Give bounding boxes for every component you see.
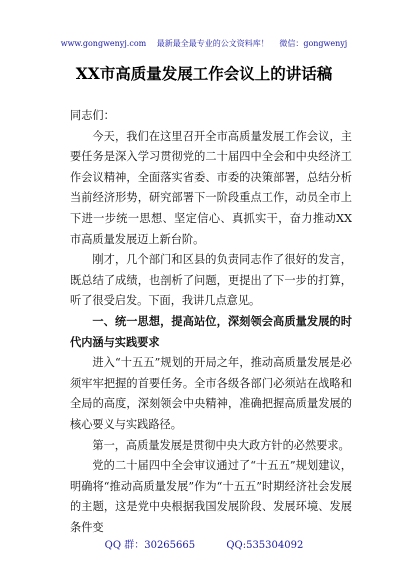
footer-qq-group: QQ 群：30265665 [104,540,196,551]
paragraph-point-1-detail: 党的二十届四中全会审议通过了“十五五”规划建议，明确将“推动高质量发展”作为“十五五”时期经济社会发展的主题，这是党中央根据我国发展阶段、发展环境、发展条件变 [70,459,352,534]
salutation: 同志们： [70,109,115,122]
paragraph-point-1: 第一，高质量发展是贯彻中央大政方针的必然要求。 [92,438,350,452]
header-slogan: 最新最全最专业的公文资料库！ [156,39,269,48]
header-website[interactable]: www.gongwenyj.com [60,39,147,48]
document-body [70,106,352,538]
document-title: XX市高质量发展工作会议上的讲话稿 [75,64,333,83]
paragraph-intro: 今天，我们在这里召开全市高质量发展工作会议，主要任务是深入学习贯彻党的二十届四中全会和中央经济工作会议精神，全面落实省委、市委的决策部署，总结分析当前经济形势，研究部署下一阶段重点工作，动员全市上下进一步统一思想、坚定信心、真抓实干，奋力推动XX市高质量发展迈上新台阶。 [70,129,352,246]
footer-qq: QQ:535304092 [226,540,304,551]
paragraph-transition: 刚才，几个部门和区县的负责同志作了很好的发言，既总结了成绩，也剖析了问题，更提出了下一步的打算，听了很受启发。下面，我讲几点意见。 [70,253,352,308]
page-footer [0,536,408,551]
page-header [0,38,408,49]
paragraph-section-1: 进入“十五五”规划的开局之年，推动高质量发展是必须牢牢把握的首要任务。全市各级各部门必须站在战略和全局的高度，深刻领会中央精神，准确把握高质量发展的核心要义与实践路径。 [70,356,352,431]
header-wechat: 微信：gongwenyj [279,39,348,48]
section-heading-1: 一、统一思想，提高站位，深刻领会高质量发展的时代内涵与实践要求 [70,314,352,349]
